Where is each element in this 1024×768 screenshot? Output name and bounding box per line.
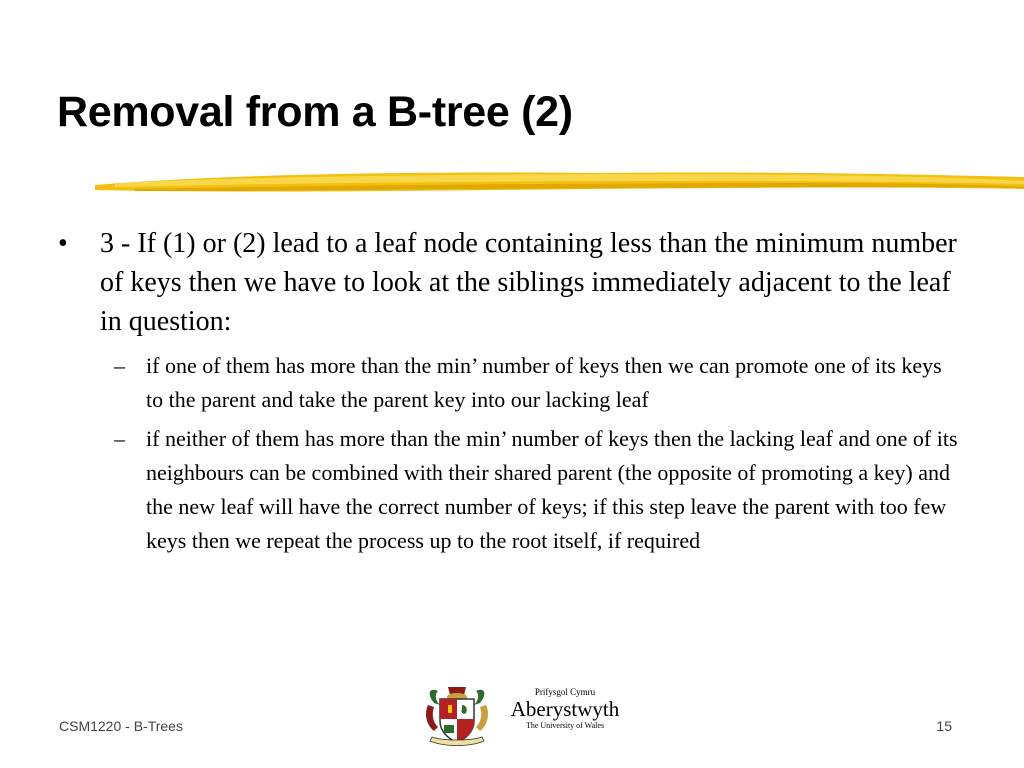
university-wordmark	[500, 687, 630, 731]
sub-point	[58, 422, 958, 558]
slide-number: 15	[936, 718, 952, 734]
university-name: Aberystwyth	[510, 697, 620, 721]
dash-icon: –	[114, 353, 125, 378]
bullet-icon: •	[58, 228, 68, 259]
slide-body	[58, 224, 958, 563]
sub-point-text: if one of them has more than the min’ number of keys then we can promote one of its keys to the parent and take the parent key into our lacking leaf	[146, 353, 942, 412]
crest-icon	[420, 683, 494, 749]
main-point-text: 3 - If (1) or (2) lead to a leaf node containing less than the minimum number of keys then we have to look at the siblings immediately adjacent to the leaf in question:	[100, 228, 957, 337]
main-point	[58, 224, 958, 341]
welsh-name: Prifysgol Cymru	[534, 687, 596, 697]
slide-title: Removal from a B-tree (2)	[57, 88, 573, 136]
dash-icon: –	[114, 426, 125, 451]
sub-point-text: if neither of them has more than the min’ number of keys then the lacking leaf and one of its neighbours can be combined with their shared parent (the opposite of promoting a key) and the new leaf will have the correct number of keys; if this step leave the parent with too few keys then we repeat the process up to the root itself, if required	[146, 426, 958, 553]
yellow-brush-stroke	[95, 163, 1024, 203]
university-subtitle: The University of Wales	[525, 721, 605, 730]
footer-course: CSM1220 - B-Trees	[59, 718, 183, 734]
sub-points	[58, 349, 958, 558]
university-logo	[420, 683, 630, 749]
sub-point	[58, 349, 958, 417]
